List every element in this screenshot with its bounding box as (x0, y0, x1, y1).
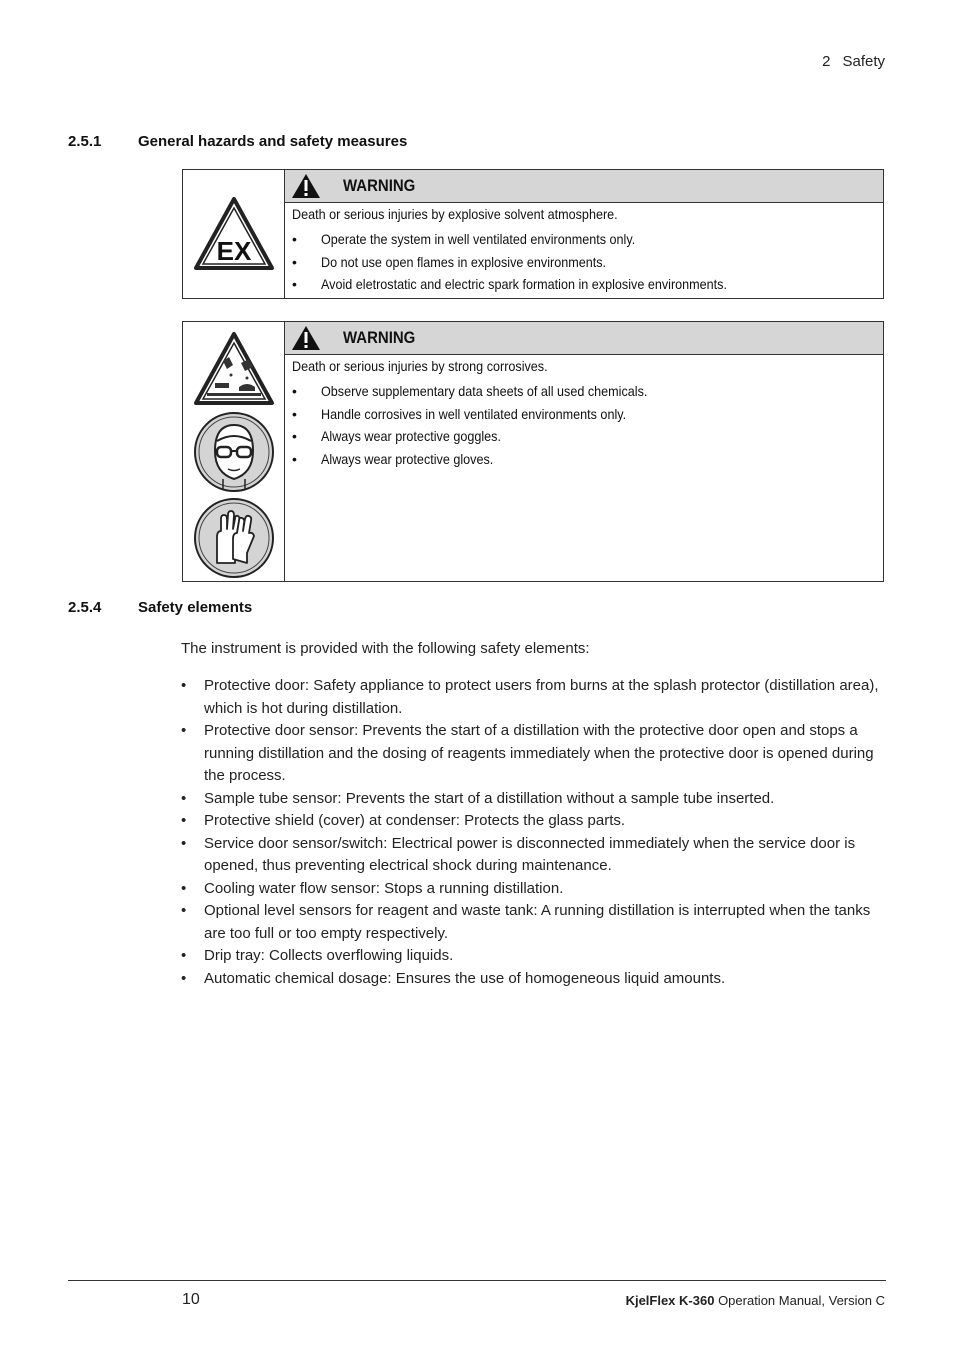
list-item (292, 273, 875, 296)
section-heading-safety-elements (68, 599, 252, 616)
footer-divider (68, 1280, 886, 1281)
list-item (181, 810, 886, 833)
warning-list (292, 228, 875, 296)
bullet: • (292, 253, 297, 270)
footer-doc-title (626, 1293, 885, 1308)
page-number: 10 (182, 1291, 200, 1308)
list-item (292, 425, 875, 448)
ex-icon-label: EX (216, 236, 251, 266)
list-item (181, 675, 886, 720)
list-item (181, 833, 886, 878)
warning-content (285, 322, 883, 581)
gloves-mandatory-icon (193, 497, 275, 579)
list-item (181, 968, 886, 991)
bullet: • (181, 969, 187, 987)
bullet: • (292, 450, 297, 467)
list-item (292, 228, 875, 251)
warning-intro: Death or serious injuries by strong corrosives. (292, 358, 548, 374)
warning-title-bar (285, 170, 883, 203)
chapter-title: Safety (842, 53, 885, 70)
bullet: • (292, 383, 297, 399)
bullet: • (292, 276, 297, 292)
bullet: • (292, 405, 297, 422)
warning-icons-column (183, 170, 285, 298)
section-heading-general-hazards (68, 133, 407, 150)
safety-elements-list (181, 675, 886, 990)
warning-icons-column (183, 322, 285, 581)
warning-triangle-icon (291, 173, 321, 199)
list-item-text: Protective shield (cover) at condenser: Protects the glass parts. (204, 812, 626, 829)
explosive-atmosphere-icon (193, 196, 275, 272)
list-item (181, 720, 886, 788)
bullet: • (181, 879, 187, 897)
list-item-text: Drip tray: Collects overflowing liquids. (204, 947, 454, 964)
warning-box-explosive (182, 169, 884, 299)
bullet: • (292, 231, 297, 247)
bullet: • (181, 722, 187, 739)
warning-box-corrosives (182, 321, 884, 582)
list-item (181, 945, 886, 968)
chapter-number: 2 (822, 53, 831, 70)
list-item-text: Always wear protective gloves. (321, 450, 494, 467)
running-header (822, 53, 885, 70)
list-item-text: Protective door: Safety appliance to protect users from burns at the splash protector (distillation area), which is hot during distillation. (204, 677, 879, 717)
bullet: • (181, 812, 187, 829)
corrosive-substance-icon (193, 331, 275, 407)
section-title: General hazards and safety measures (138, 133, 408, 150)
warning-title-bar (285, 322, 883, 355)
list-item-text: Handle corrosives in well ventilated environments only. (321, 405, 627, 422)
list-item-text: Service door sensor/switch: Electrical power is disconnected immediately when the service door is opened, thus preventing electrical shock during maintenance. (204, 834, 856, 874)
bullet: • (181, 677, 187, 694)
warning-body (285, 203, 883, 296)
list-item (292, 380, 875, 403)
goggles-mandatory-icon (193, 411, 275, 493)
warning-list (292, 380, 875, 470)
list-item-text: Do not use open flames in explosive environments. (321, 253, 607, 270)
list-item (292, 403, 875, 426)
warning-intro: Death or serious injuries by explosive solvent atmosphere. (292, 206, 618, 222)
bullet: • (181, 947, 187, 964)
bullet: • (181, 789, 187, 807)
list-item-text: Operate the system in well ventilated environments only. (321, 231, 636, 247)
bullet: • (292, 428, 297, 444)
list-item-text: Automatic chemical dosage: Ensures the use of homogeneous liquid amounts. (204, 969, 726, 987)
warning-content (285, 170, 883, 298)
list-item (181, 900, 886, 945)
section-title: Safety elements (138, 599, 253, 616)
bullet: • (181, 834, 187, 852)
warning-label: WARNING (343, 176, 416, 195)
list-item-text: Protective door sensor: Prevents the start of a distillation with the protective door open and stops a running distillation and the dosing of reagents immediately when the protective door is opened during the process. (204, 722, 874, 784)
list-item-text: Sample tube sensor: Prevents the start of a distillation without a sample tube inserted. (204, 789, 775, 807)
section-number: 2.5.4 (68, 599, 102, 616)
list-item-text: Cooling water flow sensor: Stops a running distillation. (204, 879, 564, 897)
section-number: 2.5.1 (68, 133, 102, 150)
list-item (181, 878, 886, 901)
warning-label: WARNING (343, 328, 416, 347)
list-item-text: Always wear protective goggles. (321, 428, 501, 444)
product-name: KjelFlex K-360 (625, 1293, 715, 1308)
list-item-text: Observe supplementary data sheets of all used chemicals. (321, 383, 648, 399)
list-item (181, 788, 886, 811)
list-item-text: Avoid eletrostatic and electric spark formation in explosive environments. (321, 276, 727, 292)
list-item-text: Optional level sensors for reagent and waste tank: A running distillation is interrupted when the tanks are too full or too empty respectively. (204, 902, 871, 942)
bullet: • (181, 902, 187, 919)
list-item (292, 251, 875, 274)
warning-body (285, 355, 883, 470)
safety-intro-paragraph: The instrument is provided with the following safety elements: (181, 640, 590, 657)
document-title: Operation Manual, Version C (718, 1293, 885, 1308)
list-item (292, 448, 875, 471)
warning-triangle-icon (291, 325, 321, 351)
